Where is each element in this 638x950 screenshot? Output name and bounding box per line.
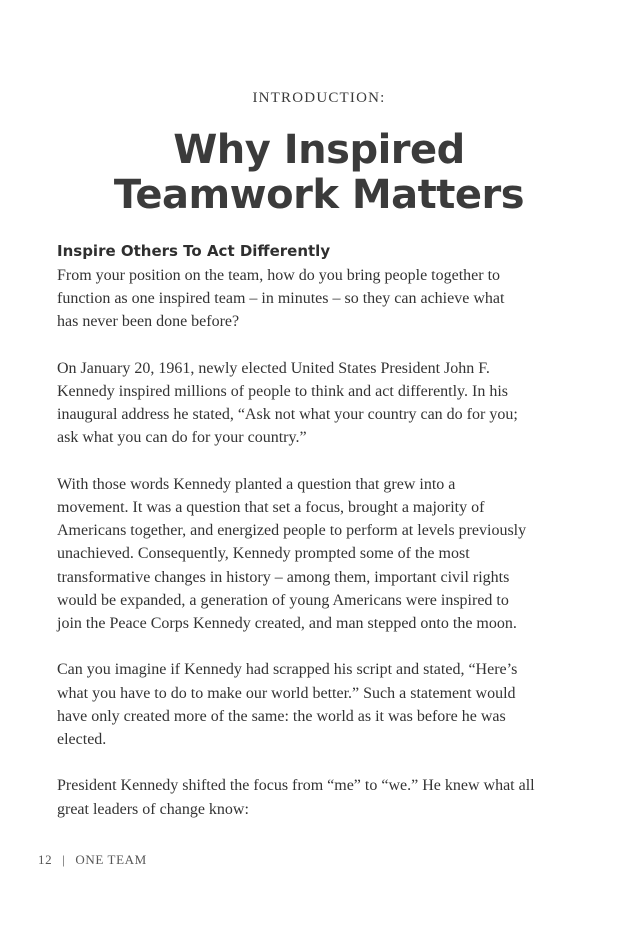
text-line: On January 20, 1961, newly elected United States President John F. — [57, 359, 490, 377]
page-number: 12 — [38, 852, 53, 867]
running-book-title: ONE TEAM — [75, 852, 147, 867]
paragraph-1 — [57, 264, 582, 334]
text-line: Can you imagine if Kennedy had scrapped his script and stated, “Here’s — [57, 661, 518, 679]
footer-separator: | — [62, 852, 66, 867]
text-line: great leaders of change know: — [57, 800, 249, 818]
paragraph-4 — [57, 658, 582, 751]
text-line: With those words Kennedy planted a question that grew into a — [57, 475, 456, 493]
text-line: Americans together, and energized people to perform at levels previously — [57, 522, 527, 540]
text-line: has never been done before? — [57, 313, 240, 331]
text-line: President Kennedy shifted the focus from “me” to “we.” He knew what all — [57, 777, 535, 795]
text-line: inaugural address he stated, “Ask not what your country can do for you; — [57, 406, 518, 424]
chapter-title — [0, 128, 638, 218]
chapter-eyebrow: INTRODUCTION: — [252, 90, 386, 106]
text-line: movement. It was a question that set a focus, brought a majority of — [57, 499, 485, 516]
body-text — [57, 264, 582, 844]
paragraph-3 — [57, 473, 582, 635]
text-line: Kennedy inspired millions of people to think and act differently. In his — [57, 383, 509, 400]
page-footer — [38, 852, 147, 868]
text-line: have only created more of the same: the world as it was before he was — [57, 707, 506, 725]
section-subheading: Inspire Others To Act Differently — [57, 242, 331, 260]
paragraph-5 — [57, 774, 582, 820]
chapter-title-line-2: Teamwork Matters — [113, 172, 525, 218]
chapter-title-line-1: Why Inspired — [173, 127, 465, 173]
text-line: function as one inspired team – in minutes – so they can achieve what — [57, 290, 505, 308]
paragraph-2 — [57, 357, 582, 450]
text-line: ask what you can do for your country.” — [57, 429, 307, 447]
text-line: would be expanded, a generation of young Americans were inspired to — [57, 591, 509, 609]
text-line: what you have to do to make our world better.” Such a statement would — [57, 684, 516, 702]
text-line: transformative changes in history – among them, important civil rights — [57, 568, 510, 586]
text-line: unachieved. Consequently, Kennedy prompted some of the most — [57, 545, 470, 563]
text-line: From your position on the team, how do you bring people together to — [57, 267, 501, 284]
text-line: join the Peace Corps Kennedy created, and man stepped onto the moon. — [57, 615, 517, 633]
text-line: elected. — [57, 731, 107, 749]
